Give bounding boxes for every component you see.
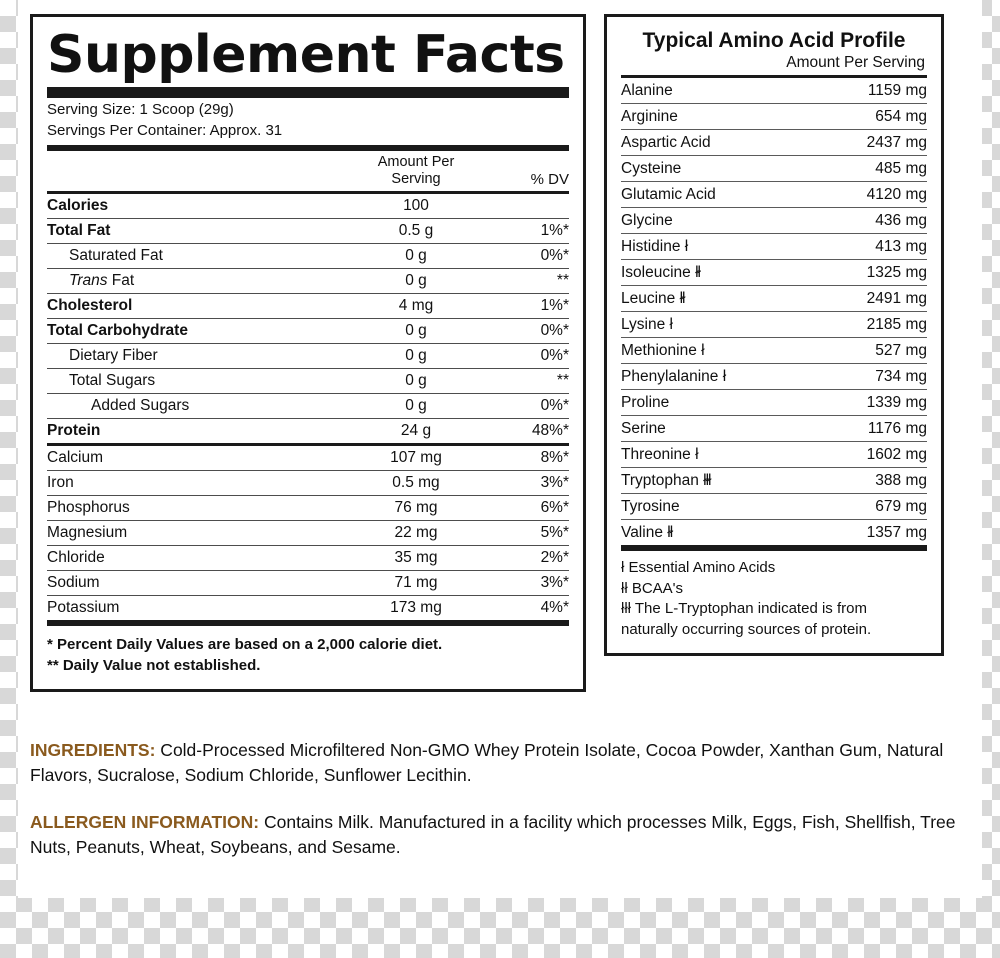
row-amount: 0 g	[341, 343, 491, 368]
table-row	[621, 208, 927, 234]
table-row	[47, 368, 569, 393]
row-dv: 4%*	[491, 595, 569, 623]
row-label: Protein	[47, 418, 341, 444]
table-row	[47, 495, 569, 520]
amino-name: Serine	[621, 420, 666, 437]
amino-marks: łł	[679, 290, 685, 307]
table-row	[47, 293, 569, 318]
table-row	[47, 268, 569, 293]
row-dv	[491, 192, 569, 218]
table-header-row	[47, 151, 569, 192]
row-amount: 24 g	[341, 418, 491, 444]
row-label	[47, 268, 341, 293]
header-amount-per-serving: Amount Per Serving	[341, 151, 491, 192]
row-amount: 0.5 mg	[341, 470, 491, 495]
amino-marks: łł	[695, 264, 700, 281]
amino-amount: 388 mg	[815, 468, 927, 494]
table-row	[621, 104, 927, 130]
row-label: Total Sugars	[47, 368, 341, 393]
row-dv: 48%*	[491, 418, 569, 444]
supplement-facts-panel	[30, 14, 586, 692]
amino-name: Threonine	[621, 446, 691, 463]
ingredients-block	[30, 738, 960, 788]
allergen-block	[30, 810, 960, 860]
amino-amount: 485 mg	[815, 156, 927, 182]
amino-marks: ł	[695, 446, 698, 463]
amino-amount: 1339 mg	[815, 390, 927, 416]
amino-name: Leucine	[621, 290, 676, 307]
row-dv: 0%*	[491, 393, 569, 418]
amino-name: Tyrosine	[621, 498, 680, 515]
amino-marks: ł	[684, 238, 688, 255]
amino-panel-title: Typical Amino Acid Profile	[642, 29, 906, 52]
nutrition-table	[47, 151, 569, 625]
table-row	[621, 468, 927, 494]
amino-name: Tryptophan	[621, 472, 699, 489]
table-row	[621, 442, 927, 468]
allergen-label: ALLERGEN INFORMATION:	[30, 811, 260, 832]
table-row	[47, 418, 569, 444]
row-dv: 2%*	[491, 545, 569, 570]
amino-amount: 2491 mg	[815, 286, 927, 312]
amino-name: Valine	[621, 524, 663, 541]
amino-amount: 436 mg	[815, 208, 927, 234]
table-row	[47, 570, 569, 595]
row-label: Cholesterol	[47, 293, 341, 318]
row-label: Sodium	[47, 570, 341, 595]
amino-acid-panel	[604, 14, 944, 656]
amino-marks: ł	[701, 342, 704, 359]
row-label: Saturated Fat	[47, 243, 341, 268]
amino-name: Phenylalanine	[621, 368, 719, 385]
amino-amount: 4120 mg	[815, 182, 927, 208]
table-row	[47, 595, 569, 623]
row-amount: 0.5 g	[341, 218, 491, 243]
table-row	[621, 338, 927, 364]
row-dv: **	[491, 268, 569, 293]
amino-amount: 413 mg	[815, 234, 927, 260]
legend-essential: ł Essential Amino Acids	[621, 559, 776, 576]
table-row	[621, 312, 927, 338]
table-row	[47, 343, 569, 368]
row-amount: 100	[341, 192, 491, 218]
row-label: Calcium	[47, 444, 341, 470]
amino-amount: 1159 mg	[815, 78, 927, 104]
amino-amount: 1357 mg	[815, 520, 927, 549]
amino-panel-subtitle: Amount Per Serving	[786, 54, 925, 71]
amino-amount: 2437 mg	[815, 130, 927, 156]
amino-name: Alanine	[621, 82, 673, 99]
ingredients-text: Cold-Processed Microfiltered Non-GMO Whey Protein Isolate, Cocoa Powder, Xanthan Gum, Natural Flavors, Sucralose, Sodium Chloride, Sunflower Lecithin.	[30, 740, 944, 785]
row-dv: 3%*	[491, 470, 569, 495]
table-row	[47, 218, 569, 243]
table-row	[47, 192, 569, 218]
row-label-rest: Fat	[111, 271, 135, 289]
amino-amount: 734 mg	[815, 364, 927, 390]
amino-marks: łł	[667, 524, 673, 541]
label-footer-text	[30, 738, 960, 881]
amino-name: Methionine	[621, 342, 697, 359]
servings-per-container: Servings Per Container: Approx. 31	[47, 121, 283, 139]
amino-amount: 1176 mg	[815, 416, 927, 442]
table-row	[621, 234, 927, 260]
row-amount: 107 mg	[341, 444, 491, 470]
row-label: Calories	[47, 192, 341, 218]
divider-title	[47, 87, 569, 98]
header-percent-dv: % DV	[491, 151, 569, 192]
row-dv: **	[491, 368, 569, 393]
amino-marks: ł	[669, 316, 672, 333]
row-label: Chloride	[47, 545, 341, 570]
row-amount: 22 mg	[341, 520, 491, 545]
row-amount: 173 mg	[341, 595, 491, 623]
amino-name: Isoleucine	[621, 264, 691, 281]
table-row	[621, 156, 927, 182]
serving-info	[47, 98, 569, 145]
allergen-text: Contains Milk. Manufactured in a facility which processes Milk, Eggs, Fish, Shellfish, Tree Nuts, Peanuts, Wheat, Soybeans, and Sesame.	[30, 811, 956, 857]
table-row	[621, 520, 927, 549]
row-dv: 3%*	[491, 570, 569, 595]
amino-name: Histidine	[621, 238, 681, 255]
row-amount: 0 g	[341, 268, 491, 293]
amino-amount: 679 mg	[815, 494, 927, 520]
amino-name: Arginine	[621, 108, 678, 125]
amino-amount: 1325 mg	[815, 260, 927, 286]
legend-bcaa: łł BCAA's	[621, 579, 684, 597]
table-row	[621, 494, 927, 520]
amino-name: Glutamic Acid	[621, 186, 716, 203]
nutrition-panels	[30, 14, 970, 692]
amino-acid-table	[621, 78, 927, 551]
table-row	[621, 182, 927, 208]
table-row	[47, 470, 569, 495]
row-label: Potassium	[47, 595, 341, 623]
row-amount: 76 mg	[341, 495, 491, 520]
serving-size: Serving Size: 1 Scoop (29g)	[47, 101, 234, 118]
row-dv: 0%*	[491, 243, 569, 268]
table-row	[621, 416, 927, 442]
amino-name: Cysteine	[621, 160, 682, 177]
footnotes	[47, 626, 569, 678]
row-amount: 0 g	[341, 393, 491, 418]
row-dv: 6%*	[491, 495, 569, 520]
row-dv: 8%*	[491, 444, 569, 470]
amino-name: Glycine	[621, 212, 673, 229]
table-row	[621, 260, 927, 286]
table-row	[621, 130, 927, 156]
table-row	[47, 520, 569, 545]
row-amount: 0 g	[341, 243, 491, 268]
row-label: Iron	[47, 470, 341, 495]
row-label: Total Carbohydrate	[47, 318, 341, 343]
row-label: Total Fat	[47, 218, 341, 243]
amino-amount: 654 mg	[815, 104, 927, 130]
row-dv: 0%*	[491, 318, 569, 343]
row-amount: 4 mg	[341, 293, 491, 318]
row-amount: 71 mg	[341, 570, 491, 595]
amino-amount: 2185 mg	[815, 312, 927, 338]
row-label: Phosphorus	[47, 495, 341, 520]
table-row	[47, 545, 569, 570]
table-row	[621, 390, 927, 416]
row-dv: 5%*	[491, 520, 569, 545]
table-row	[621, 364, 927, 390]
amino-amount: 527 mg	[815, 338, 927, 364]
legend-tryptophan: łłł The L-Tryptophan indicated is from naturally occurring sources of protein.	[621, 600, 872, 639]
row-amount: 0 g	[341, 368, 491, 393]
row-label: Dietary Fiber	[47, 343, 341, 368]
table-row	[47, 393, 569, 418]
amino-name: Aspartic Acid	[621, 134, 711, 151]
table-row	[621, 286, 927, 312]
amino-name: Lysine	[621, 316, 666, 333]
amino-legend	[621, 551, 927, 641]
page-title: Supplement Facts	[47, 25, 565, 85]
row-dv: 1%*	[491, 293, 569, 318]
amino-amount: 1602 mg	[815, 442, 927, 468]
footnote-dv-not-established: ** Daily Value not established.	[47, 657, 261, 675]
footnote-daily-values: * Percent Daily Values are based on a 2,000 calorie diet.	[47, 635, 443, 653]
table-row	[47, 318, 569, 343]
row-label: Magnesium	[47, 520, 341, 545]
row-dv: 1%*	[491, 218, 569, 243]
table-row	[621, 78, 927, 104]
table-row	[47, 444, 569, 470]
row-amount: 35 mg	[341, 545, 491, 570]
row-amount: 0 g	[341, 318, 491, 343]
row-label: Added Sugars	[47, 393, 341, 418]
amino-name: Proline	[621, 394, 670, 411]
ingredients-label: INGREDIENTS:	[30, 740, 156, 760]
table-row	[47, 243, 569, 268]
row-label-italic: Trans	[69, 271, 108, 289]
row-dv: 0%*	[491, 343, 569, 368]
amino-marks: ł	[722, 368, 726, 385]
amino-marks: łłł	[703, 472, 711, 489]
